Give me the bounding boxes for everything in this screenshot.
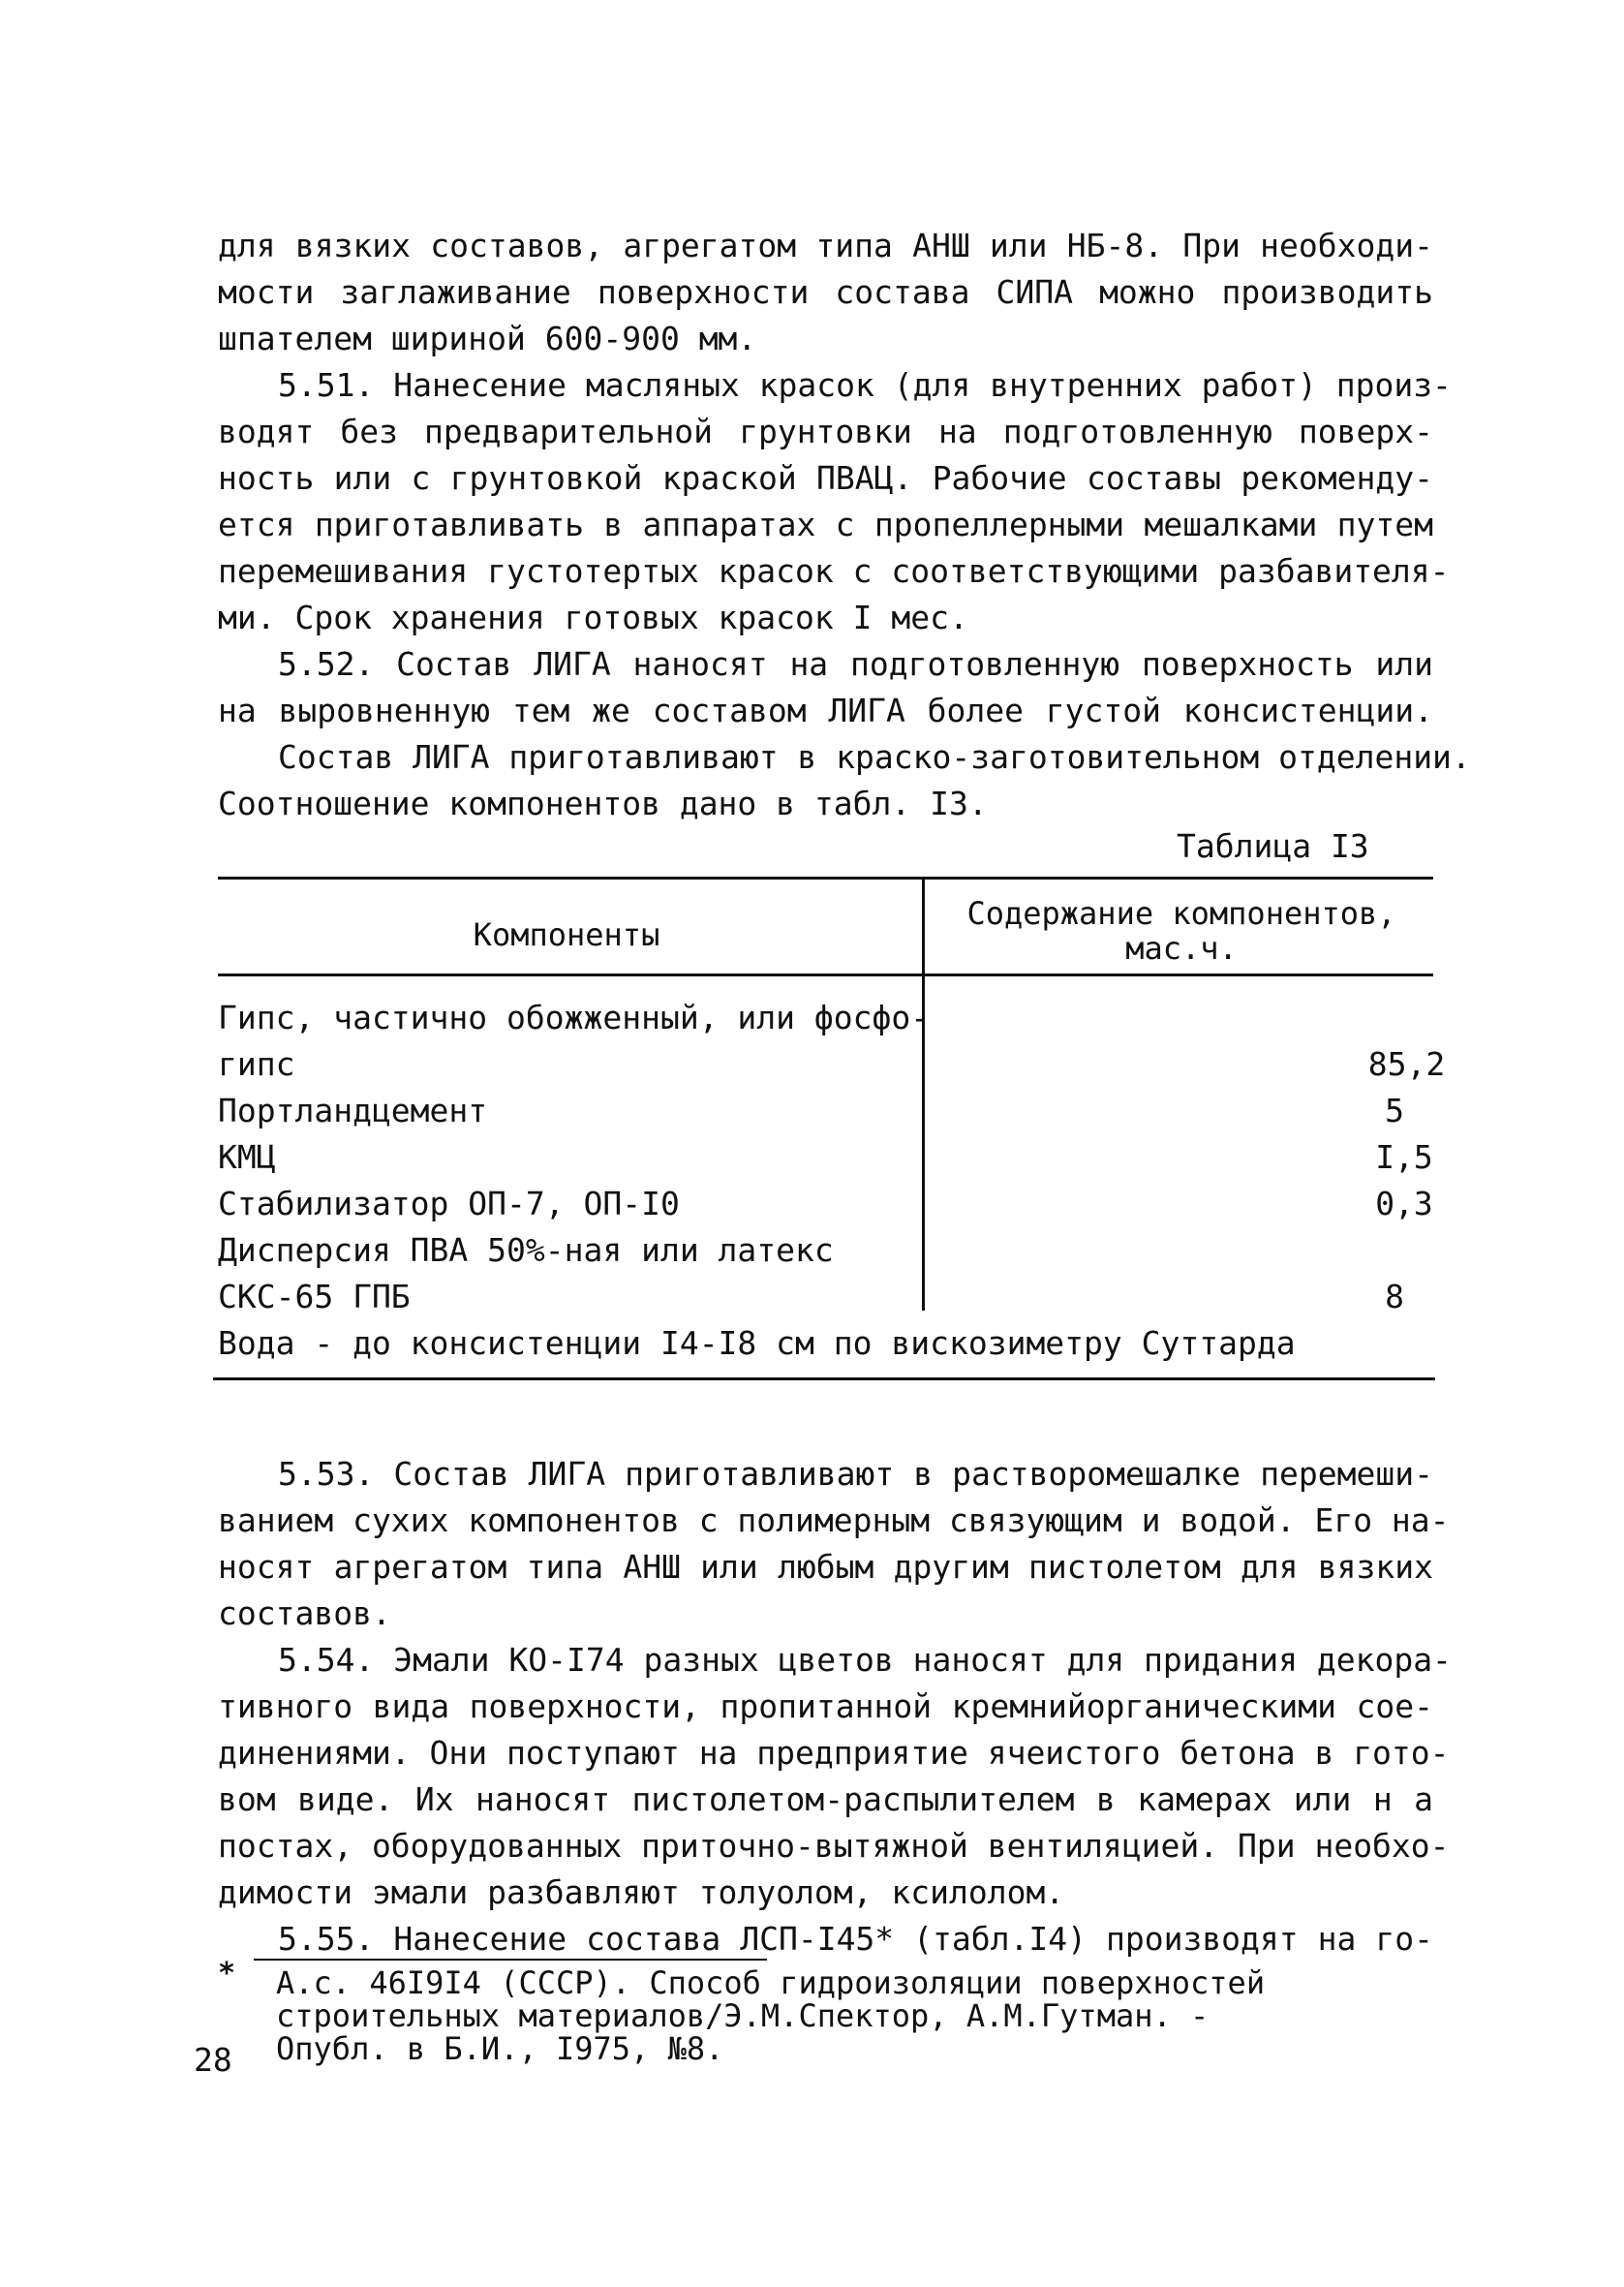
footnote-line: строительных материалов/Э.М.Спектор, А.М.Гутман. -: [276, 1997, 1210, 2034]
header-content-line2: мас.ч.: [1125, 930, 1238, 967]
table-row-value: 0,3: [1375, 1185, 1433, 1222]
table-row-name: КМЦ: [218, 1138, 276, 1176]
paragraph-5-54-start: 5.54. Эмали КО-I74 разных цветов наносят для придания декора-: [278, 1641, 1452, 1679]
table-row-value: 5: [1385, 1092, 1404, 1129]
text-line: мости заглаживание поверхности состава СИПА можно производить: [218, 273, 1433, 311]
table-top-rule: [218, 877, 1433, 880]
table-row-value: 8: [1385, 1278, 1404, 1315]
table-column-divider: [922, 877, 925, 1311]
text-line: перемешивания густотертых красок с соответствующими разбавителя-: [218, 552, 1450, 590]
text-line: на выровненную тем же составом ЛИГА более густой консистенции.: [218, 692, 1433, 729]
table-row-value: I,5: [1375, 1138, 1433, 1176]
text-line: динениями. Они поступают на предприятие ячеистого бетона в гото-: [218, 1734, 1450, 1772]
table-header-rule: [218, 974, 1433, 976]
footnote-mark: *: [218, 1957, 236, 1991]
text-line: составов.: [218, 1594, 391, 1632]
text-line: ность или с грунтовкой краской ПВАЦ. Рабочие составы рекоменду-: [218, 459, 1433, 497]
text-line: ми. Срок хранения готовых красок I мес.: [218, 599, 968, 636]
text-line: носят агрегатом типа АНШ или любым другим пистолетом для вязких: [218, 1548, 1433, 1586]
footnote-line: Опубл. в Б.И., I975, №8.: [276, 2030, 724, 2067]
text-line: Состав ЛИГА приготавливают в краско-заготовительном отделении.: [278, 738, 1471, 776]
table-caption: Таблица I3: [1177, 827, 1369, 865]
text-line: димости эмали разбавляют толуолом, ксилолом.: [218, 1873, 1065, 1911]
text-line: ется приготавливать в аппаратах с пропеллерными мешалками путем: [218, 506, 1433, 543]
text-line: шпателем шириной 600-900 мм.: [218, 320, 757, 357]
table-bottom-rule: [213, 1377, 1435, 1380]
text-line: вом виде. Их наносят пистолетом-распылителем в камерах или н а: [218, 1780, 1433, 1818]
paragraph-5-52-start: 5.52. Состав ЛИГА наносят на подготовленную поверхность или: [278, 645, 1433, 683]
components-table: [218, 877, 1446, 1390]
table-row-name: Дисперсия ПВА 50%-ная или латекс: [218, 1231, 834, 1269]
table-note: Вода - до консистенции I4-I8 см по вискозиметру Суттарда: [218, 1324, 1296, 1362]
text-line: водят без предварительной грунтовки на подготовленную поверх-: [218, 413, 1433, 450]
text-line: для вязких составов, агрегатом типа АНШ или НБ-8. При необходи-: [218, 227, 1433, 264]
paragraph-5-51-start: 5.51. Нанесение масляных красок (для внутренних работ) произ-: [278, 366, 1452, 404]
text-line: ванием сухих компонентов с полимерным связующим и водой. Его на-: [218, 1501, 1450, 1539]
header-content-line1: Содержание компонентов,: [966, 895, 1396, 932]
table-row-name: Портландцемент: [218, 1092, 488, 1129]
text-line: тивного вида поверхности, пропитанной кремнийорганическими сое-: [218, 1687, 1433, 1725]
table-row-name: гипс: [218, 1045, 295, 1083]
paragraph-5-55-start: 5.55. Нанесение состава ЛСП-I45* (табл.I4) производят на го-: [278, 1920, 1433, 1958]
text-line: постах, оборудованных приточно-вытяжной вентиляцией. При необхо-: [218, 1827, 1450, 1865]
header-components: Компоненты: [473, 916, 660, 953]
table-row-value: 85,2: [1367, 1045, 1446, 1083]
footnote-line: А.с. 46I9I4 (СССР). Способ гидроизоляции поверхностей: [276, 1964, 1266, 2001]
text-line: Соотношение компонентов дано в табл. I3.: [218, 785, 988, 822]
paragraph-5-53-start: 5.53. Состав ЛИГА приготавливают в растворомешалке перемеши-: [278, 1455, 1433, 1493]
table-row-name: СКС-65 ГПБ: [218, 1278, 411, 1315]
footnote-separator: [254, 1959, 767, 1961]
table-row-name: Гипс, частично обожженный, или фосфо-: [218, 999, 931, 1036]
table-row-name: Стабилизатор ОП-7, ОП-I0: [218, 1185, 680, 1222]
page-number: 28: [194, 2041, 232, 2079]
